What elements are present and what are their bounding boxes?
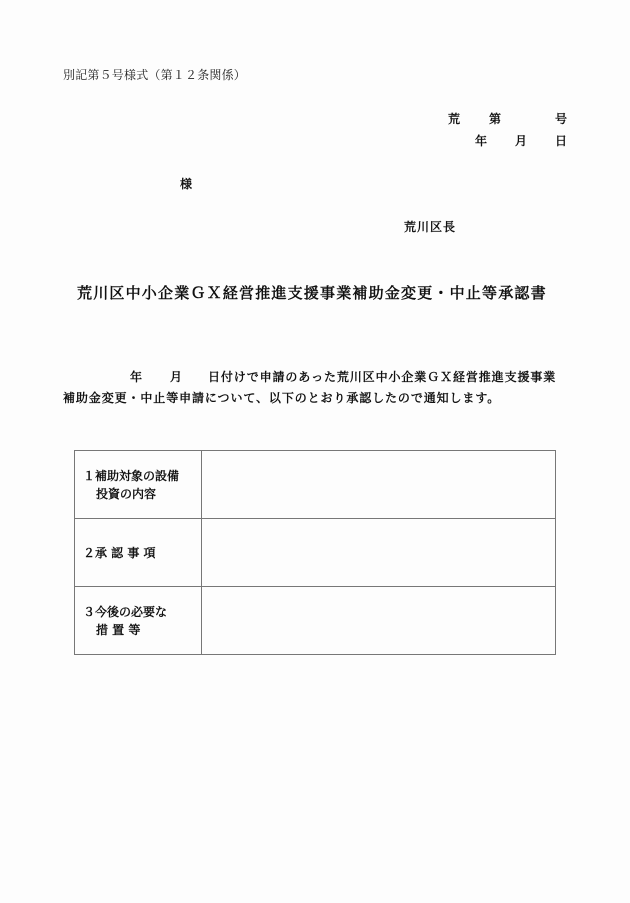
body-year: 年 [130, 370, 143, 384]
row-label-line1: ３今後の必要な [83, 604, 168, 619]
form-label: 別記第５号様式（第１２条関係） [63, 68, 247, 82]
date-month: 月 [515, 134, 528, 148]
row-value [202, 587, 556, 655]
approval-table [74, 450, 556, 655]
date-year: 年 [475, 134, 488, 148]
doc-number-dai: 第 [489, 112, 502, 126]
table-row [75, 451, 556, 519]
row-value [202, 519, 556, 587]
table-row [75, 587, 556, 655]
row-label [75, 587, 202, 655]
row-label-line1: ２承 認 事 項 [83, 545, 156, 560]
table-row [75, 519, 556, 587]
date-day: 日 [555, 134, 568, 148]
row-label-line2: 措 置 等 [96, 622, 141, 637]
issuer: 荒川区長 [404, 220, 457, 234]
row-value [202, 451, 556, 519]
row-label [75, 519, 202, 587]
body-line2: 補助金変更・中止等申請について、以下のとおり承認したので通知します。 [63, 391, 501, 405]
addressee: 様 [180, 177, 193, 191]
row-label-line1: １補助対象の設備 [83, 468, 180, 483]
body-month: 月 [170, 370, 183, 384]
row-label-line2: 投資の内容 [96, 486, 157, 501]
body-line1: 日付けで申請のあった荒川区中小企業ＧＸ経営推進支援事業 [208, 370, 557, 384]
row-label [75, 451, 202, 519]
doc-number-prefix: 荒 [448, 112, 461, 126]
document-title: 荒川区中小企業ＧＸ経営推進支援事業補助金変更・中止等承認書 [77, 284, 547, 302]
doc-number-go: 号 [555, 112, 568, 126]
